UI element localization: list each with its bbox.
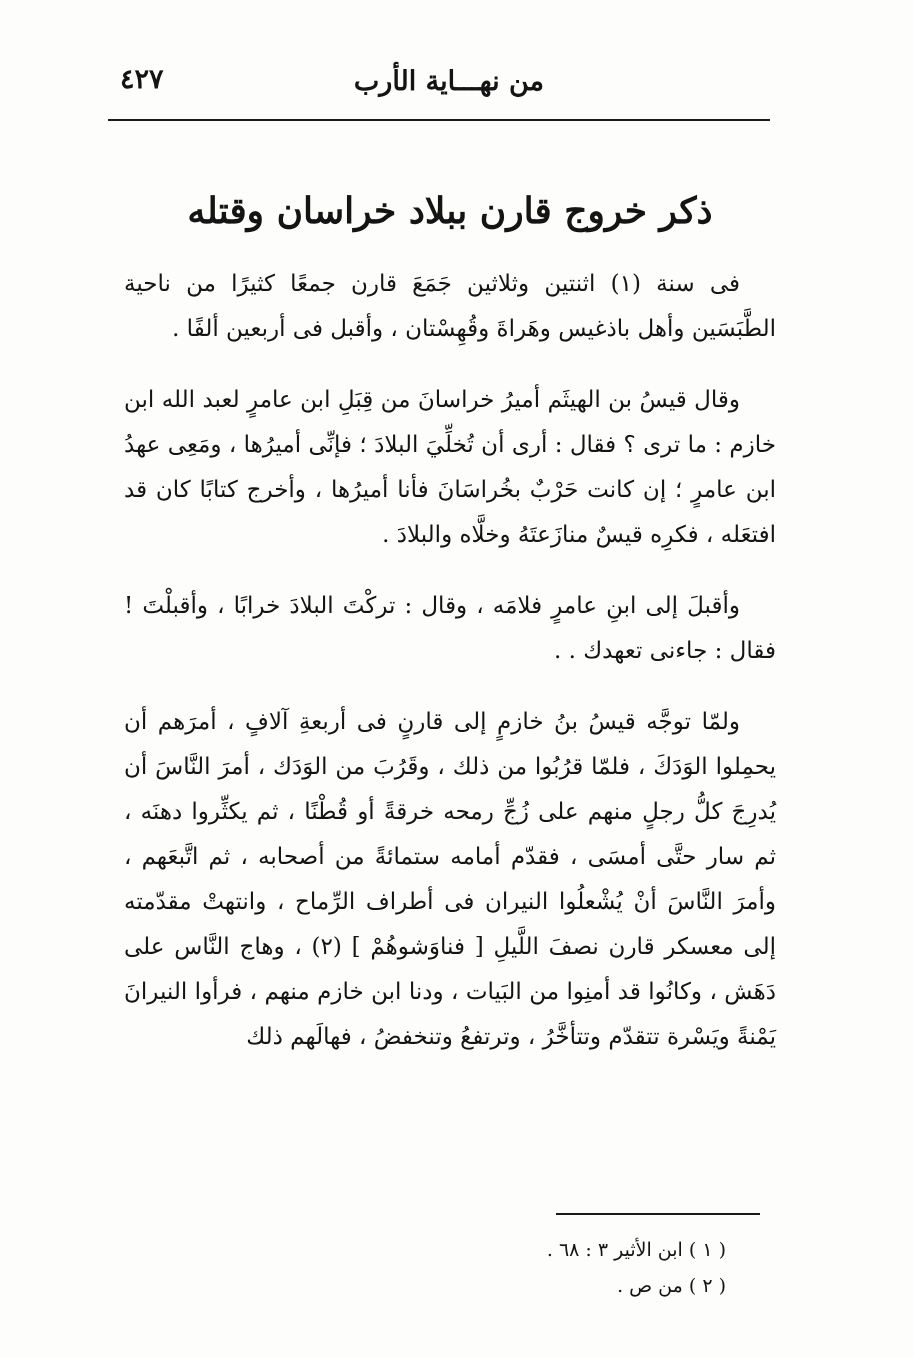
header-divider (108, 119, 770, 121)
footnotes (430, 1232, 726, 1304)
paragraph: ولمّا توجَّه قيسُ بنُ خازمٍ إلى قارنٍ فى أربعةِ آلافٍ ، أمرَهم أن يحمِلوا الوَدَكَ ، فلمّا قرُبُوا من ذلك ، وقَرُبَ من الوَدَك ، أمرَ النَّاسَ أن يُدرِجَ كلُّ رجلٍ منهم على زُجِّ رمحه خرقةً أو قُطْنًا ، ثم يكثِّروا دهنَه ، ثم سار حتَّى أمسَى ، فقدّم أمامه ستمائةً من أصحابه ، ثم اتَّبعَهم ، وأمرَ النَّاسَ أنْ يُشْعلُوا النيران فى أطراف الرِّماح ، وانتهتْ مقدّمته إلى معسكر قارن نصفَ اللَّيلِ [ فناوَشوهُمْ ] (٢) ، وهاج النَّاس على دَهَش ، وكانُوا قد أمنِوا من البَيات ، ودنا ابن خازم منهم ، فرأوا النيرانَ يَمْنةً ويَسْرة تتقدّم وتتأخَّرُ ، وترتفعُ وتنخفضُ ، فهالَهم ذلك (124, 709, 776, 1050)
paragraph: وأقبلَ إلى ابنِ عامرٍ فلامَه ، وقال : تركْتَ البلادَ خرابًا ، وأقبلْتَ ! فقال : جاءنى تعهدك . . (124, 593, 776, 664)
body-text (124, 262, 776, 1086)
paragraph: وقال قيسُ بن الهيثَم أميرُ خراسانَ من قِبَلِ ابن عامرٍ لعبد الله ابن خازم : ما ترى ؟ فقال : أرى أن تُخلِّيَ البلادَ ؛ فإنِّى أميرُها ، ومَعِى عهدُ ابن عامرٍ ؛ إن كانت حَرْبٌ بخُراسَانَ فأنا أميرُها ، وأخرج كتابًا كان قد افتعَله ، فكرِه قيسٌ منازَعتَهُ وخلَّاه والبلادَ . (124, 387, 776, 548)
footnote: ( ١ ) ابن الأثير ٣ : ٦٨ . (546, 1239, 726, 1261)
footnote-divider (556, 1213, 760, 1215)
chapter-title: ذكر خروج قارن ببلاد خراسان وقتله (187, 190, 713, 232)
footnote: ( ٢ ) من ص . (617, 1275, 726, 1297)
page-number: ٤٢٧ (120, 64, 164, 95)
paragraph: فى سنة (١) اثنتين وثلاثين جَمَعَ قارن جمعًا كثيرًا من ناحية الطَّبَسَين وأهل باذغيس وهَراةَ وقُهِسْتان ، وأقبل فى أربعين ألفًا . (124, 271, 776, 342)
running-header (108, 62, 768, 110)
running-title: من نهـــاية الأرب (353, 66, 544, 97)
